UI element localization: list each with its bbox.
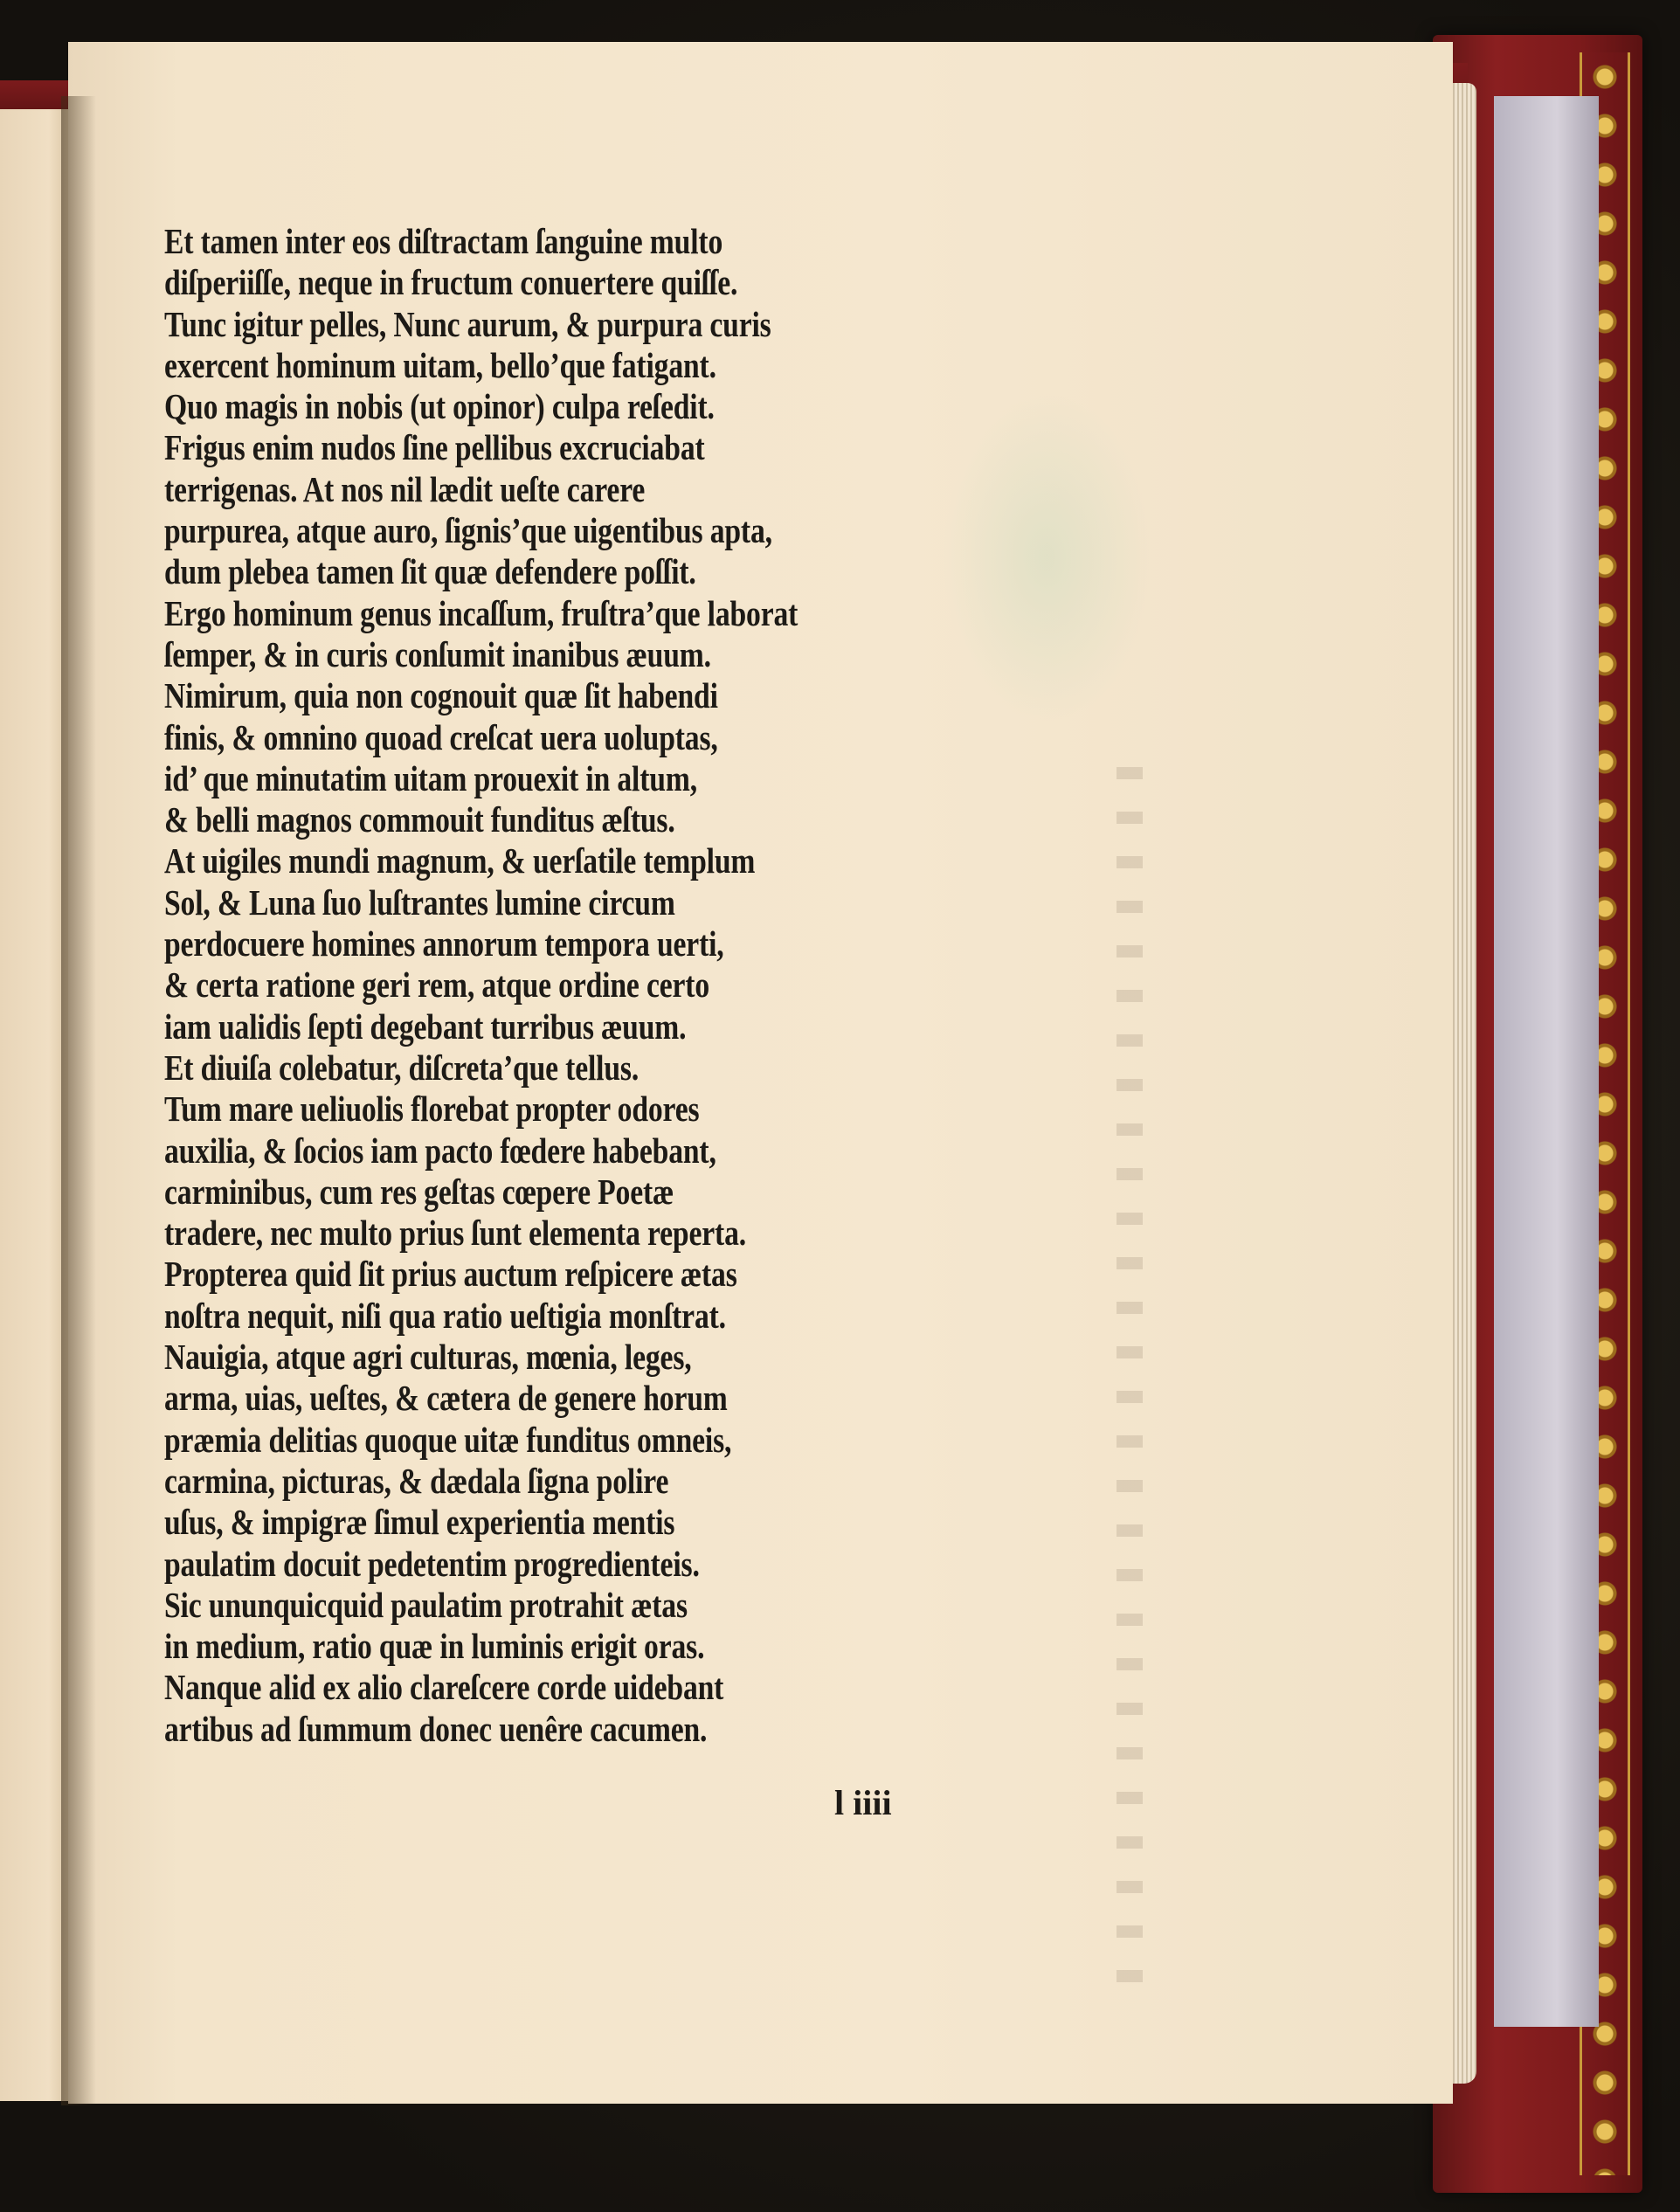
pastedown	[1494, 96, 1599, 2027]
verse-line: diſperiiſſe, neque in fructum conuertere quiſſe.	[164, 262, 738, 303]
verse-line: carmina, picturas, & dædala ſigna polire	[164, 1460, 669, 1501]
verse-line: Sol, & Luna ſuo luſtrantes lumine circum	[164, 881, 675, 923]
signature-mark: l iiii	[834, 1783, 892, 1822]
verse-line: Sic ununquicquid paulatim protrahit ætas	[164, 1584, 688, 1625]
verse-line: dum plebea tamen ſit quæ defendere poſſit.	[164, 551, 696, 592]
verse-line: præmia delitias quoque uitæ funditus omneis,	[164, 1419, 732, 1460]
verse-line: carminibus, cum res geſtas cœpere Poetæ	[164, 1171, 674, 1212]
verse-line: Tunc igitur pelles, Nunc aurum, & purpura curis	[164, 303, 771, 344]
verse-line: Ergo hominum genus incaſſum, fruſtra’que laborat	[164, 592, 799, 633]
verse-line: perdocuere homines annorum tempora uerti,	[164, 923, 724, 964]
verse-text-block	[164, 221, 1090, 1750]
verse-line: & belli magnos commouit funditus æſtus.	[164, 799, 675, 840]
verse-line: auxilia, & ſocios iam pacto fœdere habebant,	[164, 1130, 716, 1171]
verse-line: Tum mare ueliuolis florebat propter odores	[164, 1089, 700, 1130]
verse-line: id’ que minutatim uitam prouexit in altum,	[164, 757, 697, 798]
verse-line: Nanque alid ex alio clareſcere corde uidebant	[164, 1667, 724, 1708]
verse-line: terrigenas. At nos nil lædit ueſte carere	[164, 468, 646, 509]
verse-line: & certa ratione geri rem, atque ordine certo	[164, 964, 709, 1006]
verse-line: artibus ad ſummum donec uenêre cacumen.	[164, 1708, 708, 1749]
verse-line: finis, & omnino quoad creſcat uera uoluptas,	[164, 716, 718, 757]
verse-line: in medium, ratio quæ in luminis erigit oras.	[164, 1626, 705, 1667]
verse-line: Frigus enim nudos ſine pellibus excruciabat	[164, 427, 705, 468]
verse-line: Nimirum, quia non cognouit quæ ſit habendi	[164, 675, 718, 716]
verse-line: noſtra nequit, niſi qua ratio ueſtigia monſtrat.	[164, 1295, 726, 1336]
verse-line: arma, uias, ueſtes, & cætera de genere horum	[164, 1378, 728, 1419]
show-through	[1117, 767, 1143, 2008]
verse-line: ſemper, & in curis conſumit inanibus æuum.	[164, 633, 711, 674]
verse-line: tradere, nec multo prius ſunt elementa reperta.	[164, 1213, 746, 1254]
verse-line: Quo magis in nobis (ut opinor) culpa reſedit.	[164, 386, 715, 427]
verse-line: Nauigia, atque agri culturas, mœnia, leges,	[164, 1337, 692, 1378]
verse-line: At uigiles mundi magnum, & uerſatile templum	[164, 840, 756, 881]
left-facing-page	[0, 109, 70, 2101]
gutter-shadow	[61, 96, 96, 2105]
verse-line: purpurea, atque auro, ſignis’que uigentibus apta,	[164, 510, 772, 551]
verse-line: Et tamen inter eos diſtractam ſanguine multo	[164, 221, 723, 261]
verse-line: Et diuiſa colebatur, diſcreta’que tellus.	[164, 1047, 640, 1088]
verse-line: uſus, & impigræ ſimul experientia mentis	[164, 1502, 675, 1543]
verse-line: paulatim docuit pedetentim progredienteis.	[164, 1543, 700, 1584]
verse-line: exercent hominum uitam, bello’que fatigant.	[164, 344, 716, 385]
verse-line: Propterea quid ſit prius auctum reſpicere ætas	[164, 1254, 737, 1295]
verse-line: iam ualidis ſepti degebant turribus æuum.	[164, 1006, 687, 1047]
